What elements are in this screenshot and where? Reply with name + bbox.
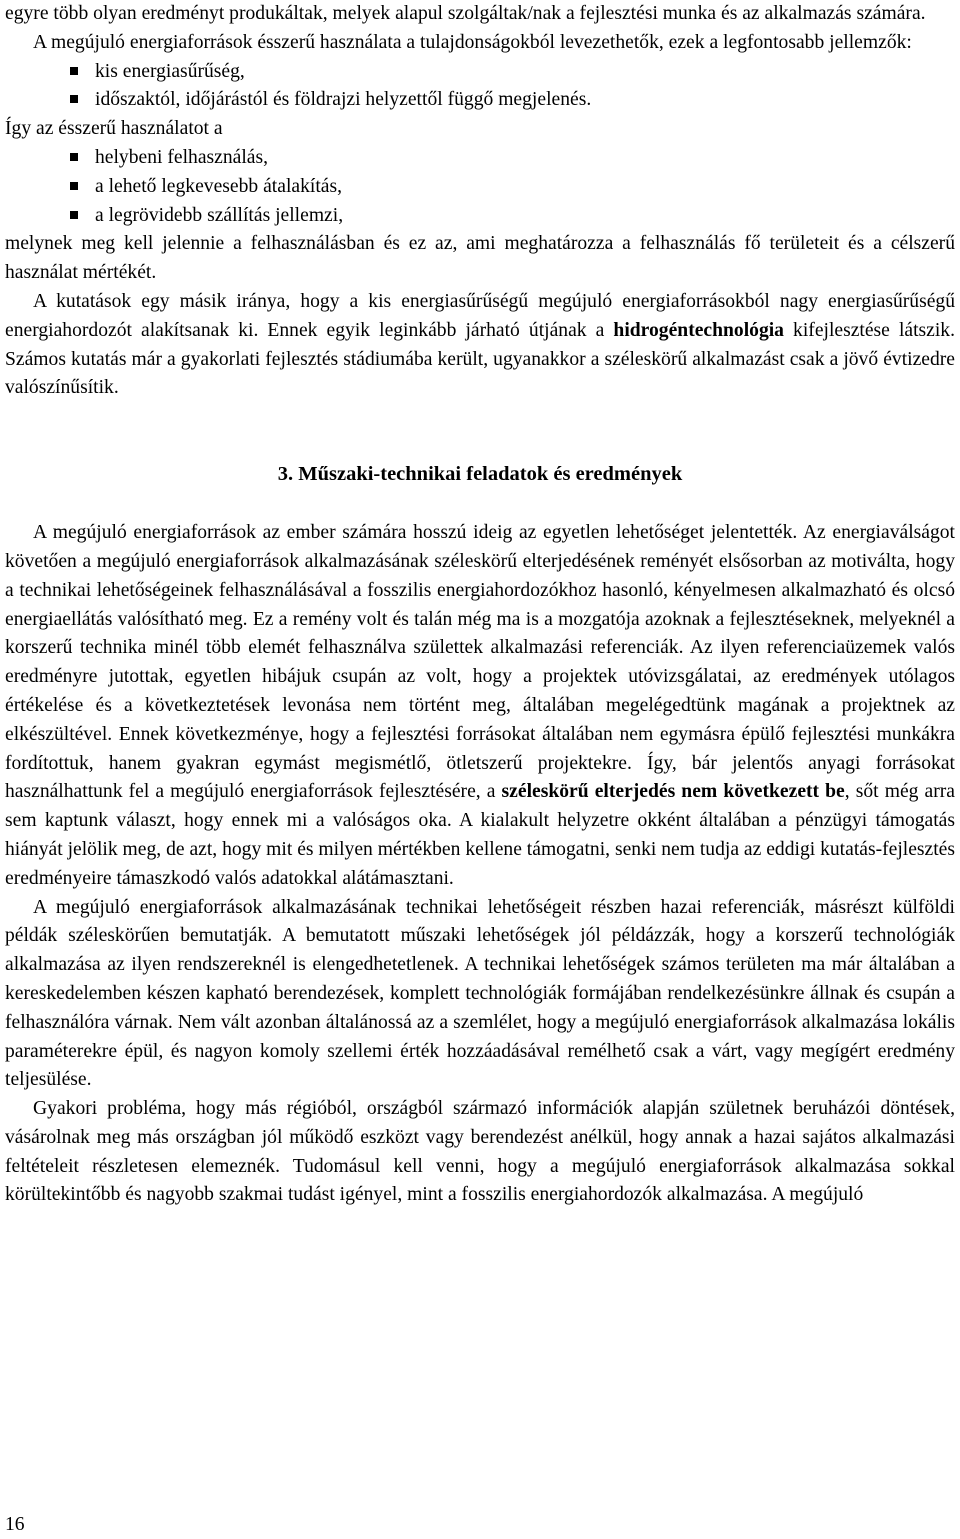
- list-item: időszaktól, időjárástól és földrajzi helyzettől függő megjelenés.: [70, 86, 955, 115]
- square-bullet-icon: [70, 67, 78, 75]
- paragraph: A megújuló energiaforrások alkalmazásának technikai lehetőségeit részben hazai referenciák, másrészt külföldi példák széleskörűen bemutatják. A bemutatott műszaki lehetőségek jól példázzák, hogy a korszerű technológiák alkalmazása az ilyen rendszereknél is elengedhetetlenek. A technikai lehetőségek számos területen ma már általában a kereskedelemben készen kapható berendezések, komplett technológiák formájában rendelkezésünkre állnak és csupán a felhasználóra várnak. Nem vált azonban általánossá az a szemlélet, hogy a megújuló energiaforrások alkalmazása lokális paraméterekre épül, és nagyon komoly szellemi érték hozzáadásával remélhető csak a várt, vagy megígért eredmény teljesülése.: [5, 896, 955, 1091]
- square-bullet-icon: [70, 211, 78, 219]
- list-item: a legrövidebb szállítás jellemzi,: [70, 202, 955, 231]
- paragraph: A megújuló energiaforrások az ember számára hosszú ideig az egyetlen lehetőséget jelentették. Az energiaválságot követően a megújuló energiaforrások alkalmazásának széleskörű elterjedésének reményét elsősorban az motiválta, hogy a technikai lehetőségeinek felhasználásával a fosszilis energiahordozókhoz hasonló, kényelmesen alkalmazható és olcsó energiaellátás valósítható meg. Ez a remény volt és talán még ma is a mozgatója azoknak a fejlesztéseknek, melyeknél a korszerű technika minél több elemét felhasználva születtek alkalmazási referenciák. Az ilyen referenciaüzemek valós eredményre jutottak, egyetlen hibájuk csupán az volt, hogy a projektek utóvizsgálatai, az eredmények utólagos értékelése és a következtetések levonása nem történt meg, általában megelégedtünk magának a projektnek az elkészültével. Ennek következménye, hogy a fejlesztési forrásokat általában nem egymásra épülő fejlesztési munkákra fordítottuk, hanem gyakran egymást megismétlő, ötletszerű projektekre. Így, bár jelentős anyagi forrásokat használhattunk fel a megújuló energiaforrások fejlesztésére, a széleskörű elterjedés nem következett be, sőt még arra sem kaptunk választ, hogy ennek mi a valóságos oka. A kialakult helyzetre okként általában a pénzügyi támogatás hiányát jelölik meg, de azt, hogy mit és milyen mértékben kellene támogatni, senki nem tudja az eddigi kutatás-fejlesztés eredményeire támaszkodó valós adatokkal alátámasztani.: [5, 522, 956, 889]
- paragraph: Így az ésszerű használatot a: [5, 118, 223, 140]
- list-item: kis energiasűrűség,: [70, 58, 955, 87]
- document-page: [5, 0, 955, 1210]
- bold-phrase: széleskörű elterjedés nem következett be: [501, 781, 845, 803]
- bold-term: hidrogéntechnológia: [613, 319, 784, 341]
- bullet-list: [5, 58, 955, 116]
- list-item: helybeni felhasználás,: [70, 144, 955, 173]
- square-bullet-icon: [70, 95, 78, 103]
- page-number: 16: [5, 1514, 25, 1535]
- square-bullet-icon: [70, 182, 78, 190]
- paragraph: A kutatások egy másik iránya, hogy a kis energiasűrűségű megújuló energiaforrásokból nagy energiasűrűségű energiahordozót alakítsanak ki. Ennek egyik leginkább járható útjának a hidrogéntechnológia kifejlesztése látszik. Számos kutatás már a gyakorlati fejlesztés stádiumába került, ugyanakkor a széleskörű alkalmazást csak a jövő évtizedre valószínűsítik.: [5, 290, 955, 399]
- section-heading: 3. Műszaki-technikai feladatok és eredmények: [277, 463, 683, 486]
- paragraph: melynek meg kell jelennie a felhasználásban és ez az, ami meghatározza a felhasználás fő területeit és a célszerű használat mértékét.: [5, 233, 955, 284]
- paragraph: A megújuló energiaforrások ésszerű használata a tulajdonságokból levezethetők, ezek a legfontosabb jellemzők:: [33, 31, 912, 53]
- bullet-list: [5, 144, 955, 230]
- paragraph: egyre több olyan eredményt produkáltak, melyek alapul szolgáltak/nak a fejlesztési munka és az alkalmazás számára.: [5, 3, 926, 24]
- square-bullet-icon: [70, 153, 78, 161]
- list-item: a lehető legkevesebb átalakítás,: [70, 173, 955, 202]
- paragraph: Gyakori probléma, hogy más régióból, országból származó információk alapján születnek beruházói döntések, vásárolnak meg más országban jól működő eszközt vagy berendezést anélkül, hogy annak a hazai sajátos alkalmazási feltételeit részletesen elemeznék. Tudomásul kell venni, hogy a megújuló energiaforrások alkalmazása sokkal körültekintőbb és nagyobb szakmai tudást igényel, mint a fosszilis energiahordozók alkalmazása. A megújuló: [5, 1098, 955, 1206]
